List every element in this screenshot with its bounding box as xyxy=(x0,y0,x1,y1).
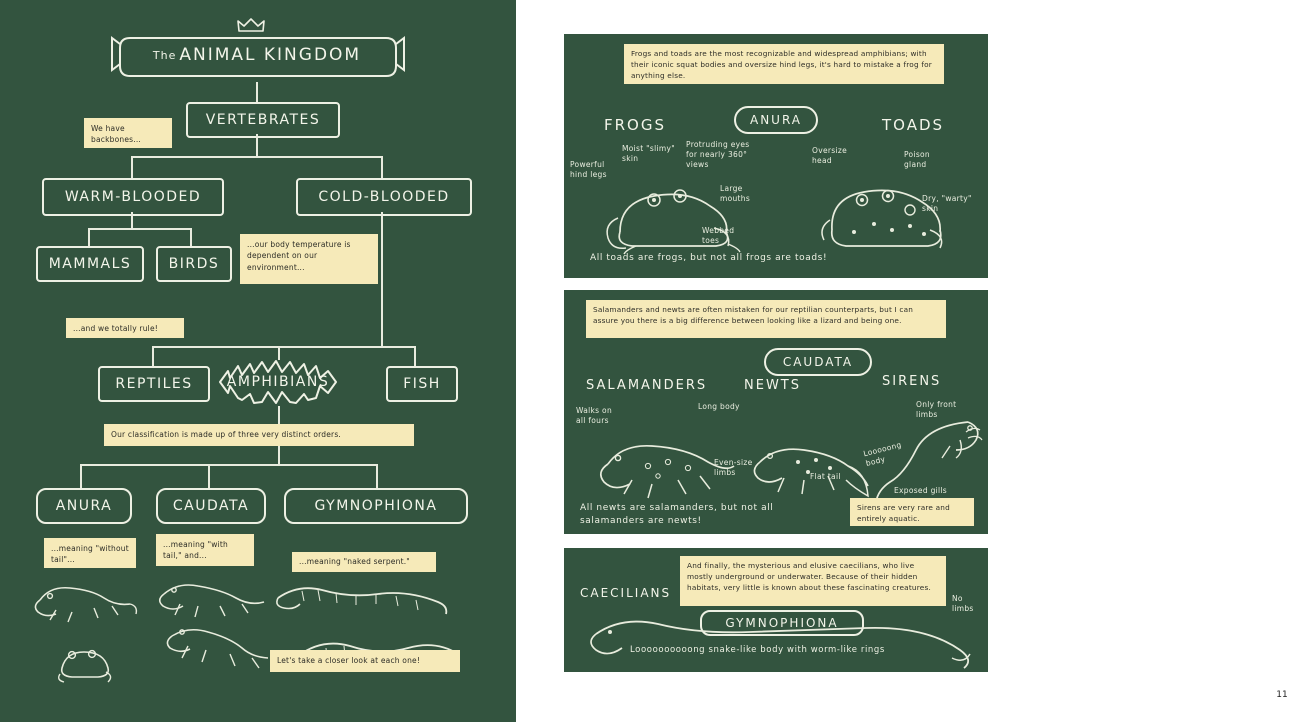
caecilian-drawing xyxy=(272,578,452,618)
connector xyxy=(414,346,416,366)
annotation-large-mouths: Large mouths xyxy=(720,184,751,204)
node-label: COLD-BLOODED xyxy=(318,189,450,205)
node-label: ANURA xyxy=(55,498,113,514)
connector xyxy=(381,212,383,346)
connector xyxy=(208,464,210,488)
anura-panel xyxy=(562,32,990,280)
connector xyxy=(376,464,378,488)
caudata-intro-note: Salamanders and newts are often mistaken for our reptilian counterparts, but I can assure you there is a big difference between looking like a lizard and being one. xyxy=(586,300,946,338)
node-birds xyxy=(156,246,232,282)
annotation-webbed-toes: Webbed toes xyxy=(702,226,735,246)
caudata-caption: All newts are salamanders, but not all salamanders are newts! xyxy=(580,503,774,527)
annotation-no-limbs: No limbs xyxy=(952,594,974,614)
node-label: REPTILES xyxy=(115,376,193,392)
right-page xyxy=(516,0,1288,722)
order-pill-gymnophiona: GYMNOPHIONA xyxy=(700,610,864,636)
note-naked-serpent: ...meaning "naked serpent." xyxy=(292,552,436,572)
annotation-poison-gland: Poison gland xyxy=(904,150,930,170)
node-vertebrates xyxy=(186,102,340,138)
connector xyxy=(278,446,280,464)
node-gymnophiona xyxy=(284,488,468,524)
note-body-temperature: ...our body temperature is dependent on our environment... xyxy=(240,234,378,284)
anura-intro-note: Frogs and toads are the most recognizable and widespread amphibians; with their iconic squat bodies and oversize hind legs, it's hard to mistake a frog for anything else. xyxy=(624,44,944,84)
heading-sirens: SIRENS xyxy=(882,374,942,389)
connector xyxy=(190,228,192,246)
node-label: WARM-BLOODED xyxy=(64,189,202,205)
siren-side-note: Sirens are very rare and entirely aquatic. xyxy=(850,498,974,526)
salamander-drawing-2 xyxy=(160,620,280,676)
note-with-tail: ...meaning "with tail," and... xyxy=(156,534,254,566)
note-totally-rule: ...and we totally rule! xyxy=(66,318,184,338)
connector xyxy=(88,228,90,246)
connector xyxy=(152,346,414,348)
node-label: CAUDATA xyxy=(172,498,250,514)
siren-illustration xyxy=(872,408,984,508)
gymnophiona-caption: Loooooooooong snake-like body with worm-like rings xyxy=(630,645,885,655)
annotation-only-front-limbs: Only front limbs xyxy=(916,400,957,420)
node-label: BIRDS xyxy=(168,256,220,272)
connector xyxy=(131,156,133,178)
node-reptiles xyxy=(98,366,210,402)
order-pill-caudata: CAUDATA xyxy=(764,348,872,376)
frog-illustration xyxy=(596,174,760,254)
annotation-walks-on-all-fours: Walks on all fours xyxy=(576,406,612,426)
node-mammals xyxy=(36,246,144,282)
annotation-exposed-gills: Exposed gills xyxy=(894,486,948,495)
connector xyxy=(80,464,82,488)
left-page-chalkboard xyxy=(0,0,516,722)
connector xyxy=(131,156,381,158)
heading-toads: TOADS xyxy=(882,116,945,134)
heading-frogs: FROGS xyxy=(604,116,667,134)
node-caudata xyxy=(156,488,266,524)
annotation-looooong-body: Looooong body xyxy=(862,440,903,469)
caudata-panel xyxy=(562,288,990,536)
gymnophiona-intro-note: And finally, the mysterious and elusive caecilians, who live mostly underground or underwater. Because of their hidden habitats, very little is known about these fascinating creatures. xyxy=(680,556,946,606)
note-closer-look: Let's take a closer look at each one! xyxy=(270,650,460,672)
node-label: FISH xyxy=(403,376,441,392)
annotation-protruding-eyes: Protruding eyes for nearly 360° views xyxy=(686,140,750,170)
annotation-even-size-limbs: Even-size limbs xyxy=(714,458,753,478)
connector xyxy=(80,464,376,466)
order-pill-anura: ANURA xyxy=(734,106,818,134)
node-label: VERTEBRATES xyxy=(205,112,321,128)
connector xyxy=(256,82,258,102)
node-amphibians xyxy=(216,358,340,406)
title-main: ANIMAL KINGDOM xyxy=(179,45,362,65)
heading-caecilians: CAECILIANS xyxy=(580,586,672,600)
node-label: MAMMALS xyxy=(48,256,132,272)
toad-illustration xyxy=(814,174,964,254)
connector xyxy=(381,156,383,178)
connector xyxy=(256,134,258,156)
connector xyxy=(278,406,280,424)
salamander-drawing xyxy=(28,578,138,624)
frog-drawing xyxy=(52,638,120,684)
newt-drawing xyxy=(150,576,270,620)
note-backbones: We have backbones... xyxy=(84,118,172,148)
node-anura xyxy=(36,488,132,524)
caecilian-illustration xyxy=(582,612,978,670)
heading-salamanders: SALAMANDERS xyxy=(586,378,708,393)
node-label: GYMNOPHIONA xyxy=(314,498,438,514)
connector xyxy=(152,346,154,366)
annotation-oversize-head: Oversize head xyxy=(812,146,847,166)
node-warm-blooded xyxy=(42,178,224,216)
annotation-long-body: Long body xyxy=(698,402,740,411)
page-title xyxy=(132,34,382,76)
annotation-powerful-hind-legs: Powerful hind legs xyxy=(570,160,607,180)
note-three-orders: Our classification is made up of three very distinct orders. xyxy=(104,424,414,446)
node-fish xyxy=(386,366,458,402)
connector xyxy=(88,228,190,230)
title-small: The xyxy=(152,48,177,62)
node-cold-blooded xyxy=(296,178,472,216)
annotation-flat-tail: Flat tail xyxy=(810,472,841,481)
heading-newts: NEWTS xyxy=(744,378,801,393)
anura-caption: All toads are frogs, but not all frogs are toads! xyxy=(590,253,828,263)
gymnophiona-panel xyxy=(562,546,990,674)
newt-illustration xyxy=(744,432,874,500)
annotation-dry-warty-skin: Dry, "warty" skin xyxy=(922,194,972,214)
salamander-illustration xyxy=(588,430,738,500)
connector xyxy=(131,212,133,228)
node-label: AMPHIBIANS xyxy=(226,374,330,390)
note-without-tail: ...meaning "without tail"... xyxy=(44,538,136,568)
page-number: 11 xyxy=(1276,690,1288,700)
annotation-moist-slimy-skin: Moist "slimy" skin xyxy=(622,144,675,164)
